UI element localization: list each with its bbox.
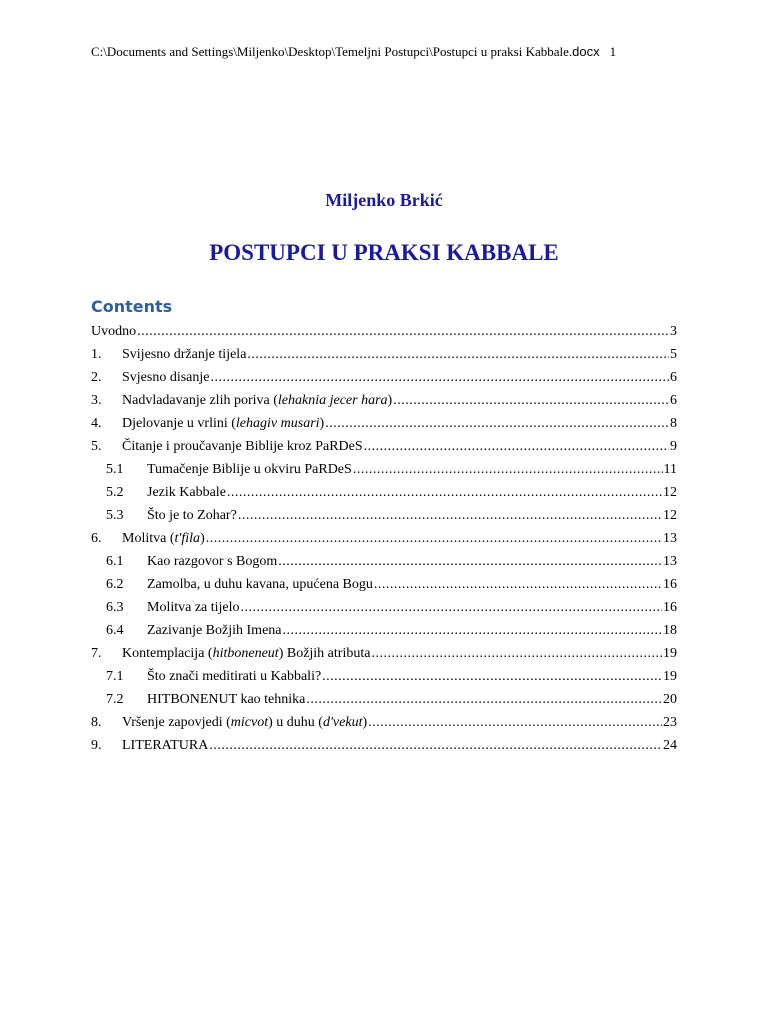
toc-entry-page: 13 — [663, 531, 677, 546]
toc-entry-number: 6.4 — [106, 623, 124, 638]
toc-leader-dots — [137, 320, 669, 343]
toc-entry-label-part: Tumačenje Biblije u okviru PaRDeS — [147, 462, 352, 477]
toc-entry-label-part: ) — [387, 393, 393, 408]
toc-leader-dots — [206, 527, 662, 550]
toc-entry-page: 16 — [663, 577, 677, 592]
toc-entry-label — [122, 642, 370, 665]
toc-entry[interactable] — [91, 619, 677, 642]
toc-entry[interactable] — [91, 550, 677, 573]
toc-entry-number: 7. — [91, 646, 102, 661]
toc-entry-label-part: Što znači meditirati u Kabbali? — [147, 669, 322, 684]
toc-entry[interactable] — [91, 458, 677, 481]
toc-entry-number: 5.2 — [106, 485, 124, 500]
toc-entry-page: 20 — [663, 692, 677, 707]
toc-entry[interactable] — [91, 527, 677, 550]
toc-entry-label — [122, 711, 367, 734]
toc-entry-number: 6.1 — [106, 554, 124, 569]
toc-entry-page: 19 — [663, 646, 677, 661]
toc-entry[interactable] — [91, 366, 677, 389]
toc-entry-number: 8. — [91, 715, 102, 730]
toc-leader-dots — [227, 481, 662, 504]
toc-entry-label-part: lehaknia jecer hara — [277, 393, 388, 408]
toc-entry-label — [147, 573, 373, 596]
toc-leader-dots — [374, 573, 662, 596]
toc-entry-label-part: Zazivanje Božjih Imena — [147, 623, 282, 638]
toc-entry-number: 4. — [91, 416, 102, 431]
toc-leader-dots — [278, 550, 662, 573]
toc-entry[interactable] — [91, 665, 677, 688]
toc-entry-label-part: Molitva za tijelo — [147, 600, 240, 615]
toc-entry-label-part: Zamolba, u duhu kavana, upućena Bogu — [147, 577, 373, 592]
toc-entry[interactable] — [91, 320, 677, 343]
toc-entry-label-part: Molitva ( — [122, 531, 175, 546]
toc-leader-dots — [322, 665, 662, 688]
toc-entry-number: 7.1 — [106, 669, 124, 684]
toc-entry-page: 6 — [670, 393, 677, 408]
toc-entry-label-part: hitboneneut — [212, 646, 279, 661]
toc-entry[interactable] — [91, 596, 677, 619]
toc-entry-label — [122, 527, 205, 550]
toc-entry-label-part: Čitanje i proučavanje Biblije kroz PaRDeS — [122, 439, 363, 454]
toc-entry-label-part: d'vekut — [322, 715, 363, 730]
toc-entry-label — [147, 550, 277, 573]
toc-leader-dots — [211, 366, 670, 389]
toc-entry-number: 7.2 — [106, 692, 124, 707]
toc-entry-number: 1. — [91, 347, 102, 362]
toc-entry-page: 13 — [663, 554, 677, 569]
toc-leader-dots — [371, 642, 662, 665]
toc-entry-label-part: Što je to Zohar? — [147, 508, 237, 523]
toc-entry-page: 3 — [670, 324, 677, 339]
toc-entry-label-part: lehagiv musari — [235, 416, 320, 431]
toc-leader-dots — [353, 458, 663, 481]
toc-entry-page: 9 — [670, 439, 677, 454]
toc-entry-label-part: Uvodno — [91, 324, 137, 339]
toc-entry-label — [91, 320, 136, 343]
toc-entry-label-part: Jezik Kabbale — [147, 485, 226, 500]
toc-entry-label-part: ) u duhu ( — [268, 715, 323, 730]
toc-leader-dots — [283, 619, 663, 642]
toc-entry-page: 23 — [663, 715, 677, 730]
toc-entry-label-part: Vršenje zapovjedi ( — [122, 715, 231, 730]
toc-entry[interactable] — [91, 412, 677, 435]
toc-entry-label — [122, 734, 208, 757]
toc-entry-label — [122, 343, 246, 366]
toc-entry-label-part: Nadvladavanje zlih poriva ( — [122, 393, 278, 408]
table-of-contents — [91, 320, 677, 757]
toc-entry-number: 9. — [91, 738, 102, 753]
toc-entry-label — [147, 458, 352, 481]
toc-entry-label — [147, 665, 321, 688]
toc-entry-label — [147, 596, 240, 619]
toc-entry[interactable] — [91, 435, 677, 458]
toc-entry-label-part: ) — [200, 531, 205, 546]
page-number: 1 — [609, 44, 617, 59]
toc-entry[interactable] — [91, 642, 677, 665]
toc-entry-number: 5. — [91, 439, 102, 454]
toc-entry-page: 12 — [663, 485, 677, 500]
toc-entry[interactable] — [91, 573, 677, 596]
toc-entry-number: 6.3 — [106, 600, 124, 615]
toc-entry-page: 8 — [670, 416, 677, 431]
toc-entry-number: 6. — [91, 531, 102, 546]
toc-entry[interactable] — [91, 481, 677, 504]
contents-heading: Contents — [91, 297, 173, 316]
toc-entry[interactable] — [91, 504, 677, 527]
toc-leader-dots — [368, 711, 662, 734]
toc-entry-page: 19 — [663, 669, 677, 684]
toc-leader-dots — [306, 688, 662, 711]
toc-entry-page: 5 — [670, 347, 677, 362]
toc-leader-dots — [247, 343, 669, 366]
toc-entry-label-part: ) Božjih atributa — [278, 646, 371, 661]
toc-entry-label-part: HITBONENUT kao tehnika — [147, 692, 306, 707]
toc-entry-label-part: Djelovanje u vrlini ( — [122, 416, 236, 431]
toc-entry-page: 16 — [663, 600, 677, 615]
toc-entry-page: 12 — [663, 508, 677, 523]
toc-entry-page: 11 — [663, 462, 677, 477]
toc-entry-label — [147, 504, 237, 527]
toc-entry-label — [122, 389, 392, 412]
file-extension: docx — [572, 44, 600, 59]
toc-entry[interactable] — [91, 389, 677, 412]
toc-entry-page: 24 — [663, 738, 677, 753]
toc-entry-page: 18 — [663, 623, 677, 638]
toc-entry-number: 3. — [91, 393, 102, 408]
toc-entry-label-part: Svjesno disanje — [122, 370, 210, 385]
toc-leader-dots — [209, 734, 662, 757]
toc-entry-page: 6 — [670, 370, 677, 385]
toc-leader-dots — [325, 412, 669, 435]
file-path: C:\Documents and Settings\Miljenko\Desktop\Temeljni Postupci\Postupci u praksi Kabbale. — [91, 44, 573, 59]
toc-entry[interactable] — [91, 734, 677, 757]
toc-entry[interactable] — [91, 711, 677, 734]
document-title: POSTUPCI U PRAKSI KABBALE — [209, 240, 559, 265]
toc-entry-label-part: Svijesno držanje tijela — [122, 347, 247, 362]
toc-entry-label — [122, 412, 324, 435]
toc-entry-label — [122, 366, 210, 389]
toc-entry-label — [147, 481, 226, 504]
toc-entry[interactable] — [91, 688, 677, 711]
toc-entry-label-part: Kao razgovor s Bogom — [147, 554, 278, 569]
toc-entry-label-part: LITERATURA — [122, 738, 209, 753]
toc-entry-number: 6.2 — [106, 577, 124, 592]
toc-entry-label — [122, 435, 363, 458]
toc-entry-label-part: ) — [362, 715, 368, 730]
toc-entry-number: 5.1 — [106, 462, 124, 477]
toc-leader-dots — [241, 596, 662, 619]
toc-entry-label-part: Kontemplacija ( — [122, 646, 213, 661]
toc-leader-dots — [393, 389, 669, 412]
toc-entry[interactable] — [91, 343, 677, 366]
toc-entry-label-part: micvot — [230, 715, 269, 730]
toc-entry-number: 5.3 — [106, 508, 124, 523]
page-header — [91, 44, 731, 60]
toc-entry-number: 2. — [91, 370, 102, 385]
toc-entry-label-part: ) — [319, 416, 325, 431]
toc-leader-dots — [238, 504, 662, 527]
author-name: Miljenko Brkić — [325, 190, 443, 210]
toc-entry-label — [147, 619, 282, 642]
toc-leader-dots — [364, 435, 669, 458]
toc-entry-label — [147, 688, 305, 711]
toc-entry-label-part: t'fila — [174, 531, 201, 546]
